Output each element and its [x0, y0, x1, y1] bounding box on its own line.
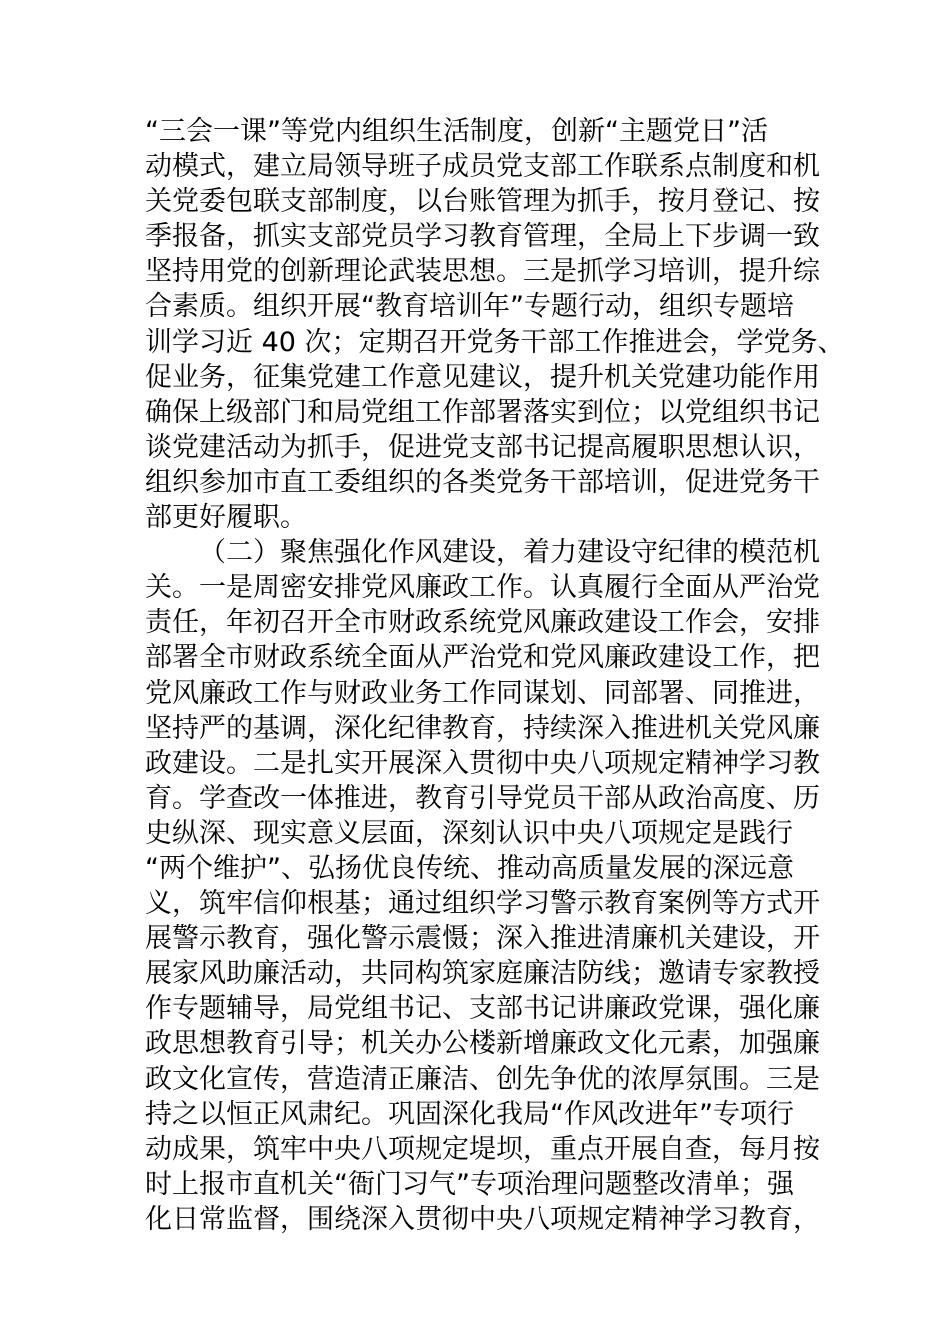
text-line: “三会一课”等党内组织生活制度，创新“主题党日”活	[145, 116, 768, 147]
text-line: 动成果，筑牢中央八项规定堤坝，重点开展自查，每月按	[145, 1133, 820, 1165]
text-line: 训学习近 40 次；定期召开党务干部工作推进会，学党务、	[145, 326, 845, 358]
text-line: 展家风助廉活动，共同构筑家庭廉洁防线；邀请专家教授	[145, 958, 820, 990]
text-line: 责任，年初召开全市财政系统党风廉政建设工作会，安排	[145, 607, 820, 639]
text-line: 合素质。组织开展“教育培训年”专题行动，组织专题培	[145, 291, 794, 323]
text-line: 关党委包联支部制度，以台账管理为抓手，按月登记、按	[145, 186, 820, 218]
text-line: 持之以恒正风肃纪。巩固深化我局“作风改进年”专项行	[145, 1098, 794, 1130]
text-line: 季报备，抓实支部党员学习教育管理，全局上下步调一致	[145, 221, 820, 253]
text-line: 坚持用党的创新理论武装思想。三是抓学习培训，提升综	[145, 256, 820, 288]
text-line: 党风廉政工作与财政业务工作同谋划、同部署、同推进，	[145, 677, 820, 709]
text-line: 促业务，征集党建工作意见建议，提升机关党建功能作用	[145, 361, 820, 393]
text-line: 时上报市直机关“衙门习气”专项治理问题整改清单；强	[145, 1168, 794, 1200]
text-line: 动模式，建立局领导班子成员党支部工作联系点制度和机	[145, 151, 820, 183]
text-line: 部署全市财政系统全面从严治党和党风廉政建设工作，把	[145, 642, 820, 674]
text-line: 政思想教育引导；机关办公楼新增廉政文化元素，加强廉	[145, 1028, 820, 1060]
text-line: 育。学查改一体推进，教育引导党员干部从政治高度、历	[145, 782, 820, 814]
text-line: “两个维护”、弘扬优良传统、推动高质量发展的深远意	[145, 852, 794, 884]
text-line: 确保上级部门和局党组工作部署落实到位；以党组织书记	[145, 396, 820, 428]
text-line: 政文化宣传，营造清正廉洁、创先争优的浓厚氛围。三是	[145, 1063, 820, 1095]
body-text	[145, 114, 845, 1237]
text-line: 史纵深、现实意义层面，深刻认识中央八项规定是践行	[145, 817, 793, 849]
text-line: 作专题辅导，局党组书记、支部书记讲廉政党课，强化廉	[145, 993, 820, 1025]
text-line: 部更好履职。	[145, 502, 307, 534]
text-line: 关。一是周密安排党风廉政工作。认真履行全面从严治党	[145, 572, 820, 604]
text-line: 义，筑牢信仰根基；通过组织学习警示教育案例等方式开	[145, 888, 820, 920]
text-line: 谈党建活动为抓手，促进党支部书记提高履职思想认识，	[145, 431, 820, 463]
text-line: 组织参加市直工委组织的各类党务干部培训，促进党务干	[145, 466, 820, 498]
text-line: 展警示教育，强化警示震慑；深入推进清廉机关建设，开	[145, 923, 820, 955]
text-line: 政建设。二是扎实开展深入贯彻中央八项规定精神学习教	[145, 747, 820, 779]
section-heading-line: （二）聚焦强化作风建设，着力建设守纪律的模范机	[199, 537, 820, 569]
text-line: 坚持严的基调，深化纪律教育，持续深入推进机关党风廉	[145, 712, 820, 744]
text-line: 化日常监督，围绕深入贯彻中央八项规定精神学习教育，	[145, 1203, 820, 1235]
